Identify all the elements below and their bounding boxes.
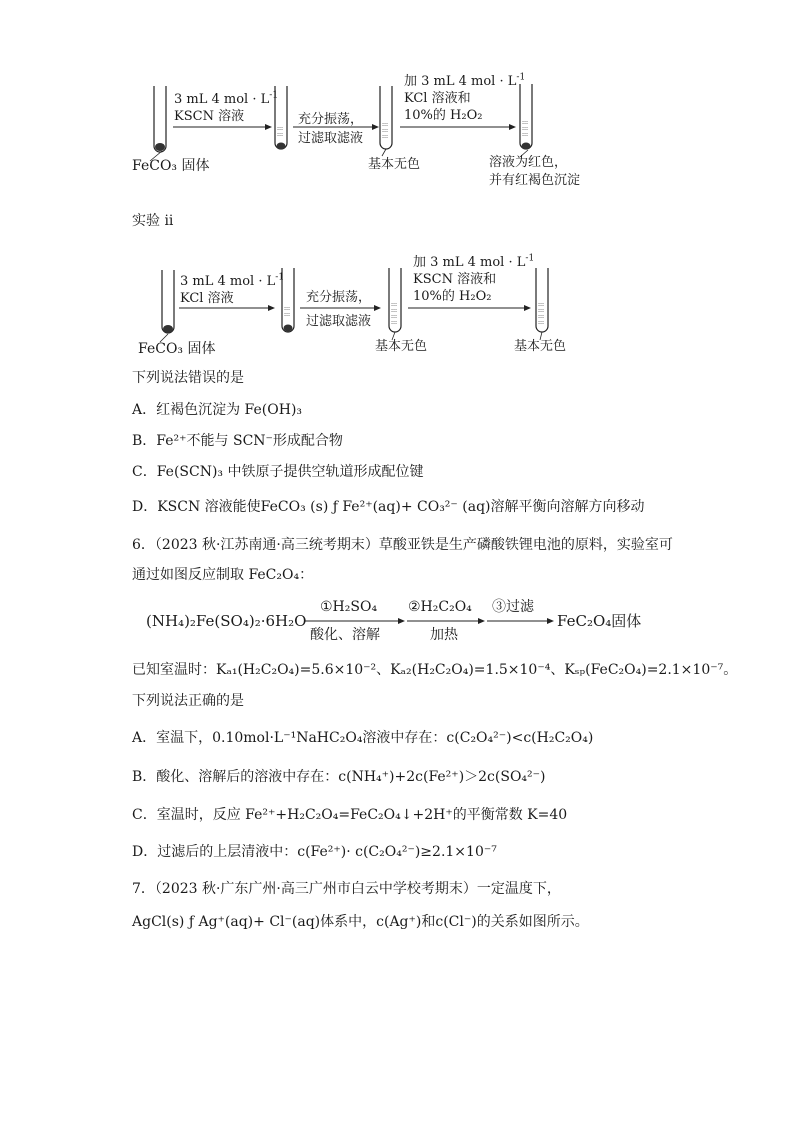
exp1-step2-line2: 过滤取滤液 [298,131,364,146]
svg-text::::: ::: [522,131,529,138]
svg-text::::: ::: [391,301,398,308]
svg-text::::: ::: [538,307,545,314]
q6-scheme-step2-top: ②H₂C₂O₄ [408,599,472,615]
exp2-step2-line2: 过滤取滤液 [306,314,372,329]
exp1-reagent2-line2: KCl 溶液和 [404,91,471,106]
exp2-reagent2-line1: 加 3 mL 4 mol · $L^{-1}$ [413,253,535,270]
svg-text::::: ::: [284,305,291,312]
q6-stem-line2: 通过如图反应制取 FeC₂O₄： [132,567,314,583]
exp2-label: 实验 ii [132,213,174,229]
q6-scheme-step2-bottom: 加热 [430,627,458,643]
svg-text::::: ::: [522,119,529,126]
test-tube-4 [520,84,532,150]
exp2-solid-label: FeCO₃ 固体 [138,341,216,357]
exp2-reagent2-line3: 10%的 H₂O₂ [413,289,492,304]
q5-option-d: D．KSCN 溶液能使FeCO₃ (s) ƒ Fe²⁺(aq)+ CO₃²⁻ (aq)溶解平衡向溶解方向移动 [132,499,645,515]
q6-scheme-reactant: (NH₄)₂Fe(SO₄)₂·6H₂O [146,612,307,630]
q7-stem-line1: 7．（2023 秋·广东广州·高三广州市白云中学校考期末）一定温度下， [132,881,561,897]
q6-scheme-step1-top: ①H₂SO₄ [320,599,378,615]
exp2-filtrate-label: 基本无色 [375,339,428,354]
q6-known-constants: 已知室温时：Kₐ₁(H₂C₂O₄)=5.6×10⁻²、Kₐ₂(H₂C₂O₄)=1.5×10⁻⁴、Kₛₚ(FeC₂O₄)=2.1×10⁻⁷。 [132,662,738,678]
exp1-step2-line1: 充分振荡， [298,112,364,127]
exp1-result-line2: 并有红褐色沉淀 [489,173,581,188]
exp1-filtrate-label: 基本无色 [368,157,421,172]
svg-text::::: ::: [538,313,545,320]
svg-text::::: ::: [382,121,389,128]
exp2-reagent1-line2: KCl 溶液 [180,291,234,306]
exp1-reagent2-line1: 加 3 mL 4 mol · $L^{-1}$ [404,72,526,89]
q6-prompt: 下列说法正确的是 [132,693,244,709]
q6-scheme-step1-bottom: 酸化、溶解 [310,627,380,643]
exp1-solid-label: FeCO₃ 固体 [132,158,210,174]
test-tube-7 [389,268,401,332]
exp2-result-label: 基本无色 [514,339,567,354]
svg-text::::: ::: [277,125,284,132]
exp1-reagent1-line1: 3 mL 4 mol · $L^{-1}$ [174,90,279,107]
exp2-step2-line1: 充分振荡， [306,290,372,305]
test-tube-8 [536,268,548,332]
q5-option-b: B．Fe²⁺不能与 SCN⁻形成配合物 [132,433,343,449]
q6-option-d: D．过滤后的上层清液中：c(Fe²⁺)· c(C₂O₄²⁻)≥2.1×10⁻⁷ [132,844,497,860]
q7-stem-line2: AgCl(s) ƒ Ag⁺(aq)+ Cl⁻(aq)体系中，c(Ag⁺)和c(Cl⁻)的关系如图所示。 [132,914,589,930]
q6-option-c: C．室温时，反应 Fe²⁺+H₂C₂O₄=FeC₂O₄↓+2H⁺的平衡常数 K=40 [132,807,568,823]
svg-text::::: ::: [284,311,291,318]
svg-text::::: ::: [382,133,389,140]
exp1-reagent1-line2: KSCN 溶液 [174,109,245,124]
exp2-reagent1-line1: 3 mL 4 mol · $L^{-1}$ [180,272,285,289]
q6-stem-line1: 6．（2023 秋·江苏南通·高三统考期末）草酸亚铁是生产磷酸铁锂电池的原料，实验室可 [132,537,673,553]
exp1-reagent2-line3: 10%的 H₂O₂ [404,108,483,123]
svg-text::::: ::: [538,301,545,308]
svg-text::::: ::: [522,125,529,132]
svg-text::::: ::: [382,127,389,134]
exp2-reagent2-line2: KSCN 溶液和 [413,272,497,287]
q5-prompt: 下列说法错误的是 [132,370,244,386]
test-tube-3 [380,86,392,149]
q6-option-a: A．室温下，0.10mol·L⁻¹NaHC₂O₄溶液中存在：c(C₂O₄²⁻)<c(H₂C₂O₄) [132,730,594,746]
q6-scheme-step3-top: ③过滤 [492,599,534,615]
q6-option-b: B．酸化、溶解后的溶液中存在：c(NH₄⁺)+2c(Fe²⁺)＞2c(SO₄²⁻) [132,769,546,785]
svg-text::::: ::: [391,319,398,326]
q5-option-a: A．红褐色沉淀为 Fe(OH)₃ [132,402,303,418]
test-tube-5 [162,270,174,333]
q5-option-c: C．Fe(SCN)₃ 中铁原子提供空轨道形成配位键 [132,464,424,480]
svg-text::::: ::: [277,131,284,138]
solid-sediment [155,143,165,151]
exp1-result-line1: 溶液为红色， [489,155,568,170]
svg-text::::: ::: [391,313,398,320]
q6-scheme-product: FeC₂O₄固体 [557,612,642,630]
test-tube-1 [154,86,166,152]
svg-text::::: ::: [391,307,398,314]
svg-text::::: ::: [538,319,545,326]
